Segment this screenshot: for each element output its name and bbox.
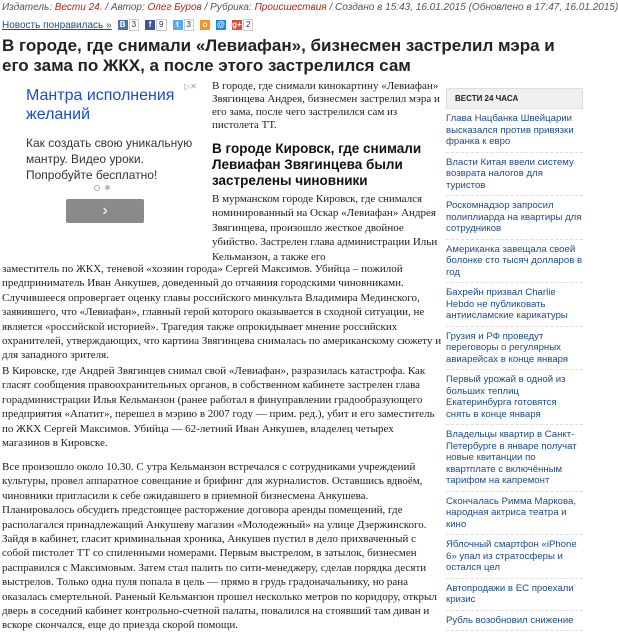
author-link[interactable]: Олег Буров [147,2,202,13]
paragraph-4: Зайдя в кабинет, гласит криминальная хроника, Анкушев пустил в дело прихваченный с собой пистолет ТТ со спиленными номерами. Первым выстрелом, в затылок, бизнесмен расправился с Максимовым. Затем стал палить по сити-менеджеру, сделав порядка десяти выстрелов. Только одна пуля попала в цель — прямо в грудь градоначальнику, но рана оказалась смертельной. Раненый Кельманзон прошел несколько метров по коридору, открыл дверь в соседний кабинет контрольно-счетной палаты, повалился на стоявший там диван и вскоре скончался, еще до приезда скорой помощи. [2,533,437,632]
sidebar-news-item[interactable]: Глава Нацбанка Швейцарии высказался против привязки франка к евро [446,109,583,153]
share-network-icon: f [145,20,155,30]
paragraph-2: В Кировске, где Андрей Звягинцев снимал свой «Левиафан», разразилась катастрофа. Как гласят сообщения правоохранительных органов, в собственном кабинете застрелен глава горадминистрации Илья Кельманзон (ранее работал в финуправлении градообразующего предприятия «Апатит», перешел в мэрию в 2007 году — прим. ред.), убит и его заместитель по ЖКХ Сергей Максимов. Убийца — 62-летний Иван Анкушев, владелец четырех магазинов в Кировске. [2,365,435,450]
share-button[interactable] [230,19,255,31]
share-count: 3 [129,19,139,31]
publisher-label: Издатель: [2,2,53,13]
share-button[interactable] [171,19,196,31]
ad-pager [94,185,110,191]
ad-pager-dot[interactable] [105,185,110,190]
share-bar [2,18,257,32]
news-sidebar [446,88,583,631]
liked-link[interactable]: Новость понравилась » [2,19,112,31]
share-count: 9 [156,19,166,31]
sidebar-news-item[interactable]: Роскомнадзор запросил полиплиарда на квартиры для сотрудников [446,196,583,240]
ad-title[interactable]: Мантра исполнения желаний [26,87,175,123]
sidebar-list [446,109,583,631]
paragraph-1-rest: заместитель по ЖКХ, теневой «хозяин города» Сергей Максимов. Убийца – пожилой предприниматель Иван Анкушев, доведенный до отчаяния городскими чиновниками. Случившееся опровергает оценку главы российского минкульта Владимира Мединского, заявившего, что «Левиафан», главный герой которого оказывается в сходной ситуации, не является «российской историей». Трагедия также опрокидывает мнение российских охранителей, утверждающих, что картина Звягинцева снималась по американскому сюжету и для западного зрителя. [2,263,442,362]
ad-text: Как создать свою уникальную мантру. Видео уроки. Попробуйте бесплатно! [26,136,193,182]
rubric-label: / Рубрика: [204,2,252,13]
rubric-link[interactable]: Происшествия [254,2,327,13]
sidebar-news-item[interactable]: Скончалась Римма Маркова, народная актриса театра и кино [446,492,583,536]
author-label: / Автор: [105,2,145,13]
share-network-icon: t [173,20,183,30]
share-button[interactable] [116,19,141,31]
sidebar-news-item[interactable]: Грузия и РФ проведут переговоры о регулярных авиарейсах в конце января [446,327,583,371]
share-button[interactable] [198,19,212,31]
paragraph-1-start: В мурманском городе Кировск, где снимался номинированный на Оскар «Левиафан» Андрея Звягинцева, произошло жесткое двойное убийство. Застрелен глава администрации Ильи Кельманзон, а также его [212,193,438,263]
share-button[interactable] [214,19,228,31]
article-meta [2,2,618,13]
sidebar-news-item[interactable]: Владельцы квартир в Санкт-Петербурге в январе получат новые квитанции по квартплате с включённым тарифом на капремонт [446,425,583,492]
article-lead: В городе, где снимали кинокартину «Левиафан» Звягинцева Андрея, бизнесмен застрелил мэра и его зама, после чего застрелился сам из пистолета ТТ. [212,80,440,131]
share-buttons [116,19,258,31]
share-network-icon: В [118,20,128,30]
ad-next-button[interactable]: › [66,199,144,223]
sidebar-news-item[interactable]: Бахрейн призвал Charlie Hebdo не публиковать антиисламские карикатуры [446,283,583,327]
article-title: В городе, где снимали «Левиафан», бизнесмен застрелил мэра и его зама по ЖКХ, а после этого застрелился сам [2,36,555,75]
share-count: 3 [184,19,194,31]
share-network-icon: @ [217,20,225,29]
sidebar-news-item[interactable]: Автопродажи в ЕС проехали кризис [446,579,583,611]
article-subheading: В городе Кировск, где снимали Левиафан Звягинцева были застрелены чиновники [212,141,422,188]
sidebar-news-item[interactable]: Власти Китая ввели систему возврата налогов для туристов [446,153,583,197]
sidebar-news-item[interactable]: Рубль возобновил снижение [446,611,583,632]
created-time: / Создано в 15:43, 16.01.2015 (Обновлено в 17:47, 16.01.2015) [329,2,618,13]
sidebar-news-item[interactable]: Американка завещала своей болонке сто тысяч долларов в год [446,240,583,284]
sidebar-heading: ВЕСТИ 24 ЧАСА [446,88,583,109]
sidebar-news-item[interactable]: Яблочный смартфон «iPhone 6» упал из стратосферы и остался цел [446,535,583,579]
share-button[interactable] [143,19,168,31]
ad-pager-dot-active[interactable] [94,185,100,191]
share-network-icon: о [200,20,210,30]
paragraph-3: Все произошло около 10.30. С утра Кельманзон встречался с сотрудниками учреждений культуры, провел аппаратное совещание и брифинг для журналистов. Оставшись вдвоём, чиновники пригласили к себе ожидавшего в приемной бизнесмена Анкушева. Планировалось обсудить предстоящее расторжение договора аренды помещений, где располагался принадлежащий Анкушеву магазин «Молодежный» на улице Дзержинского. [2,461,427,531]
ad-info-icon[interactable]: ▷✕ [184,82,197,91]
ad-block[interactable] [2,78,202,233]
share-network-icon: g+ [232,20,242,29]
share-count: 2 [243,19,253,31]
publisher-link[interactable]: Вести 24. [54,2,103,13]
sidebar-news-item[interactable]: Первый урожай в одной из больших теплиц Екатеринбурга готовятся снять в конце января [446,370,583,425]
